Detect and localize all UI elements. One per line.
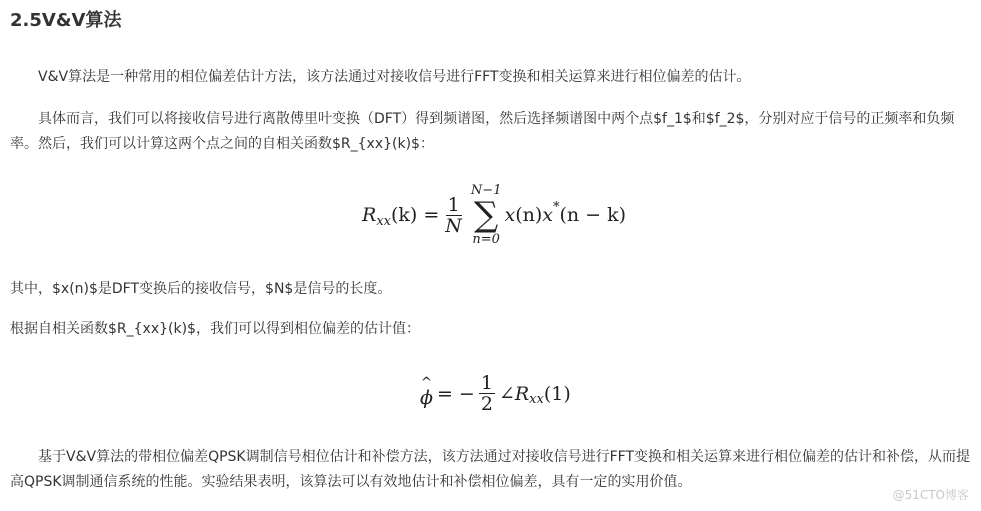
formula2-frac-den: 2 xyxy=(480,393,493,415)
formula1-frac-den: N xyxy=(445,214,462,237)
formula2-equals: = − xyxy=(436,382,475,405)
formula1-fraction xyxy=(443,195,464,236)
formula2-rhs: R xyxy=(514,382,530,405)
formula2-rhs-arg: (1) xyxy=(543,382,571,405)
paragraph-conclusion: 基于V&V算法的带相位偏差QPSK调制信号相位估计和补偿方法，该方法通过对接收信号进行FFT变换和相关运算来进行相位偏差的估计和补偿，从而提高QPSK调制通信系统的性能。实验结果表明，该算法可以有效地估计和补偿相位偏差，具有一定的实用价值。 xyxy=(10,449,971,490)
formula2-fraction xyxy=(479,373,495,414)
formula1-sum-lower: n=0 xyxy=(472,232,500,247)
section-heading: 2.5V&V算法 xyxy=(10,10,122,31)
autocorrelation-formula xyxy=(362,183,626,247)
paragraph-dft: 具体而言，我们可以将接收信号进行离散傅里叶变换（DFT）得到频谱图，然后选择频谱图中两个点$f_1$和$f_2$，分别对应于信号的正频率和负频率。然后，我们可以计算这两个点之间的自相关函数$R_{xx}(k)$： xyxy=(10,111,955,152)
formula2-hat: ^ xyxy=(420,374,433,391)
formula2-rhs-sub: xx xyxy=(529,392,544,407)
formula1-sum-upper: N−1 xyxy=(470,183,502,198)
formula1-term1: x xyxy=(504,204,516,226)
formula1-arg: (k) = xyxy=(390,204,440,226)
paragraph-definitions: 其中，$x(n)$是DFT变换后的接收信号，$N$是信号的长度。 xyxy=(10,281,392,297)
formula1-term2: x xyxy=(542,204,553,226)
formula1-term1-arg: (n) xyxy=(515,204,543,226)
formula1-term2-sup: * xyxy=(552,199,560,215)
formula2-phi-hat xyxy=(420,374,433,409)
formula2-angle: ∠ xyxy=(498,382,515,405)
phase-estimate-formula xyxy=(420,373,571,414)
paragraph-estimate-intro: 根据自相关函数$R_{xx}(k)$，我们可以得到相位偏差的估计值： xyxy=(10,321,420,337)
formula1-term2-arg: (n − k) xyxy=(559,204,627,226)
formula1-lhs-sub: xx xyxy=(376,213,391,229)
watermark: @51CTO博客 xyxy=(892,488,969,502)
formula1-summation xyxy=(471,183,502,247)
formula2-frac-num: 1 xyxy=(480,372,493,394)
paragraph-intro: V&V算法是一种常用的相位偏差估计方法，该方法通过对接收信号进行FFT变换和相关运算来进行相位偏差的估计。 xyxy=(38,69,751,85)
formula1-frac-num: 1 xyxy=(447,193,460,216)
formula2-symbol: ϕ xyxy=(420,386,433,409)
formula1-lhs: R xyxy=(362,204,377,226)
formula1-sum-symbol: ∑ xyxy=(474,195,499,235)
